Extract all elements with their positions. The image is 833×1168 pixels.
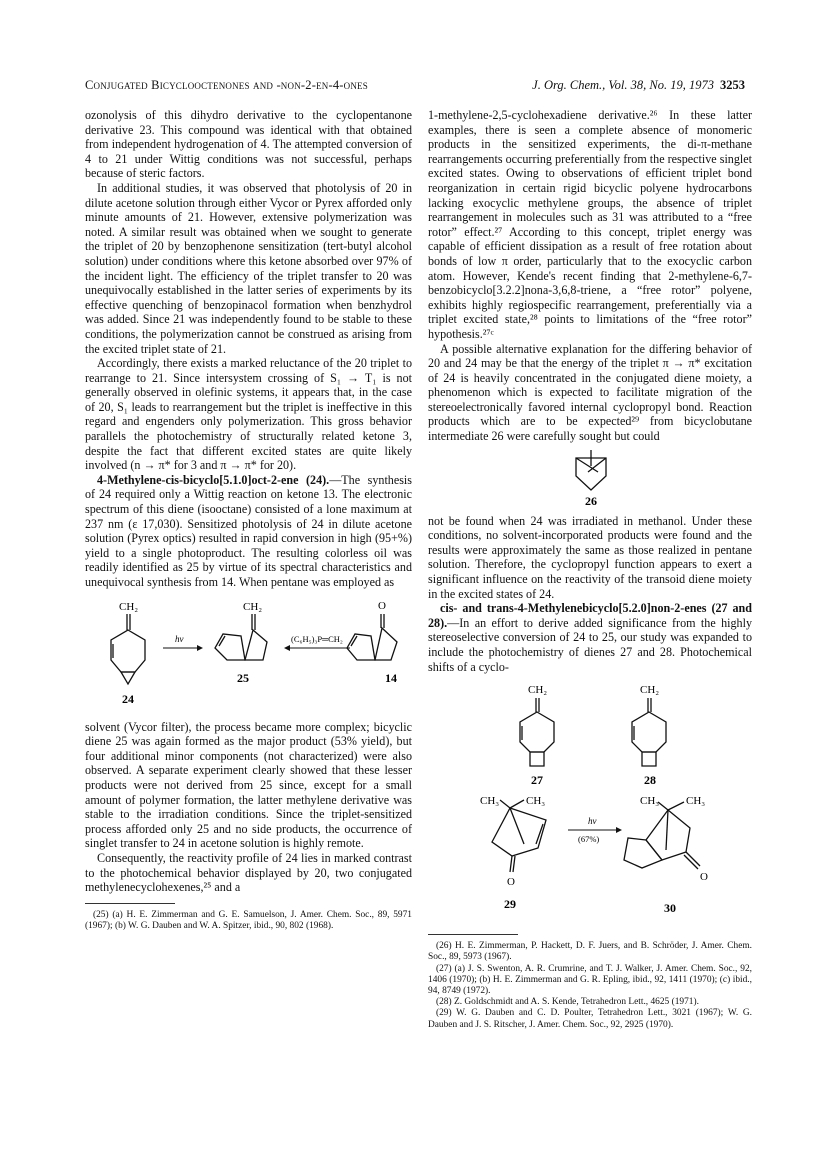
compound-label-25: 25 xyxy=(237,670,249,685)
ch3-label: CH₃ xyxy=(480,795,500,808)
paragraph: ozonolysis of this dihydro derivative to the cyclopentanone derivative 23. This compound was identical with that obtained from independent hydrogenation of 4. The attempted conversion of 4 to 21 under Wittig conditions was not successful, perhaps because of steric factors. xyxy=(85,108,412,181)
footnote-27: (27) (a) J. S. Swenton, A. R. Crumrine, and T. J. Walker, J. Amer. Chem. Soc., 92, 1406 (1970); (b) H. E. Zimmerman and G. R. Epling, ibid., 92, 1411 (1970); (c) ibid., 94, 8749 (1972). xyxy=(428,963,752,996)
section-heading: cis- and trans-4-Methylenebicyclo[5.2.0]non-2-enes (27 and 28). xyxy=(428,601,752,630)
oxygen-label: O xyxy=(700,871,708,884)
structure-26-figure xyxy=(428,450,752,508)
paragraph xyxy=(428,601,752,674)
yield-label: (67%) xyxy=(578,834,600,845)
left-column xyxy=(85,108,412,932)
oxygen-label: O xyxy=(507,876,515,889)
reaction-scheme-2 xyxy=(428,680,752,926)
structure-28 xyxy=(632,698,666,766)
compound-label-28: 28 xyxy=(644,773,656,788)
paragraph: not be found when 24 was irradiated in methanol. Under these conditions, no solvent-incorporated products were found and the results were approximately the same as those realized in pentane solution. Therefore, the cyclopropyl function appears to exert a significant influence on the reactivity of the transoid diene moiety in the excited states of 24. xyxy=(428,513,752,601)
paragraph: In additional studies, it was observed that photolysis of 20 in dilute acetone solution through either Vycor or Pyrex afforded only minute amounts of 21. However, extensive polymerization was noted. A similar result was obtained when we sought to generate the triplet of 20 by benzophenone sensitization (tert-butyl alcohol solution) under conditions where this ketone absorbed over 97% of the incident light. The efficiency of the triplet transfer to 20 was unequivocally established in the latter series of experiments by its effective quenching of benzopinacol formation when benzhydrol was added. Since 21 was independently found to be stable to these conditions, the polymerization cannot be construed as arising from the excited triplet state of 21. xyxy=(85,180,412,356)
structure-25 xyxy=(215,614,267,660)
right-column xyxy=(428,108,752,1031)
ch2-label: CH₂ xyxy=(528,684,548,697)
paragraph: solvent (Vycor filter), the process became more complex; bicyclic diene 25 was again formed as the major product (53% yield), but four additional minor components (not characterized) were also observed. A separate experiment clearly showed that these lesser products were not derived from 25 since, except for a small amount of polymer formation, the latter methylene derivative was stable to the irradiation conditions. Since the triplet-sensitized process afforded only 25 and no side products, the occurrence of singlet transfer to 24 in acetone solution is highly remote. xyxy=(85,719,412,851)
ch3-label: CH₃ xyxy=(640,795,660,808)
compound-label-26: 26 xyxy=(585,493,597,508)
section-heading: 4-Methylene-cis-bicyclo[5.1.0]oct-2-ene (24). xyxy=(97,472,330,487)
journal-name: J. Org. Chem., Vol. 38, No. 19, 1973 xyxy=(532,78,714,92)
paragraph-text: —In an effort to derive added significance from the highly stereoselective conversion of 24 to 25, our study was expanded to include the photochemistry of dienes 27 and 28. Photochemical shifts of a cyclo- xyxy=(428,615,752,674)
compound-label-29: 29 xyxy=(504,897,516,912)
structure-14 xyxy=(347,614,397,660)
structure-30 xyxy=(624,802,700,869)
ch3-label: CH₃ xyxy=(526,795,546,808)
ch2-label: CH₂ xyxy=(640,684,660,697)
compound-label-30: 30 xyxy=(664,901,676,916)
running-header xyxy=(85,78,745,96)
structure-26 xyxy=(428,450,752,508)
footnote-26: (26) H. E. Zimmerman, P. Hackett, D. F. Juers, and B. Schröder, J. Amer. Chem. Soc., 89, 5973 (1967). xyxy=(428,941,752,963)
scheme-27-28-29-30 xyxy=(428,680,752,926)
running-title: Conjugated Bicyclooctenones and -non-2-en-4-ones xyxy=(85,78,368,92)
structure-24 xyxy=(111,614,145,684)
paragraph xyxy=(85,473,412,590)
footnote-rule xyxy=(428,934,518,935)
ch2-label: CH₂ xyxy=(119,600,139,613)
hv-label: hν xyxy=(175,633,184,644)
scheme-24-to-25 xyxy=(85,596,412,714)
ch3-label: CH₃ xyxy=(686,795,706,808)
structure-29 xyxy=(492,800,546,872)
paragraph: A possible alternative explanation for the differing behavior of 20 and 24 may be that the energy of the triplet π → π* excitation of 24 is heavily concentrated in the conjugated diene moiety, a phenomenon which is expected to facilitate migration of the stereoelectronically favored internal cyclopropyl bond. Reaction products which are to be expected²⁹ from bicyclobutane intermediate 26 were carefully sought but could xyxy=(428,341,752,444)
footnote-29: (29) W. G. Dauben and C. D. Poulter, Tetrahedron Lett., 3021 (1967); W. G. Dauben and J. S. Ritscher, J. Amer. Chem. Soc., 92, 2925 (1970). xyxy=(428,1008,752,1030)
hv-label: hν xyxy=(588,816,597,827)
oxygen-label: O xyxy=(378,599,386,612)
wittig-reagent: (C₆H₅)₃P═CH₂ xyxy=(291,633,343,644)
compound-label-24: 24 xyxy=(122,691,134,706)
paragraph: 1-methylene-2,5-cyclohexadiene derivative.²⁶ In these latter examples, there is seen a complete absence of monomeric products in the sensitized experiments, the di-π-methane rearrangements occurring preferentially from the respective singlet excited states. Owing to observations of efficient triplet bond reorganization in certain rigid bicyclic polyene hydrocarbons lacking exocyclic methylene groups, the absence of triplet rearrangement in molecules such as 31 was attributed to a “free rotor” effect.²⁷ According to this concept, triplet energy was capable of efficient dissipation as a result of free rotation about bonds of low π order, particularly that to the exocyclic carbon atom. However, Kende's recent finding that 2-methylene-6,7-benzobicyclo[3.2.2]nona-3,6,8-triene, a “free rotor” polyene, exhibits highly regiospecific rearrangement, preferentially via a triplet excited state,²⁸ points to limitations of the “free rotor” hypothesis.²⁷ᶜ xyxy=(428,108,752,341)
compound-label-27: 27 xyxy=(531,773,543,788)
journal-citation xyxy=(532,78,745,93)
paragraph-text: —The synthesis of 24 required only a Wittig reaction on ketone 13. The electronic spectrum of this diene (isooctane) consisted of a lone maximum at 237 nm (ε 17,030). Sensitized photolysis of 24 in dilute acetone solution (Pyrex optics) resulted in rapid conversion in high (95+%) yield to a single photoproduct. The resulting colorless oil was readily identified as 25 by virtue of its spectral characteristics and unequivocal synthesis from 14. When pentane was employed as xyxy=(85,472,412,589)
footnote-28: (28) Z. Goldschmidt and A. S. Kende, Tetrahedron Lett., 4625 (1971). xyxy=(436,997,699,1008)
ch2-label: CH₂ xyxy=(243,600,263,613)
reaction-scheme-1 xyxy=(85,596,412,714)
footnote-25: (25) (a) H. E. Zimmerman and G. E. Samuelson, J. Amer. Chem. Soc., 89, 5971 (1967); (b) W. G. Dauben and W. A. Spitzer, ibid., 90, 802 (1968). xyxy=(85,909,412,931)
paragraph: Accordingly, there exists a marked reluctance of the 20 triplet to rearrange to 21. Since intersystem crossing of S₁ → T₁ is not generally observed in olefinic systems, it appears that, in the case of 20, S₁ leads to rearrangement but the triplet is ineffective in this regard and engenders only polymerization. This gross behavior parallels the photochemistry of structurally related ketone 3, despite the fact that different excited states are quite likely involved (n → π* for 3 and π → π* for 20). xyxy=(85,356,412,473)
paragraph: Consequently, the reactivity profile of 24 lies in marked contrast to the photochemical behavior displayed by 20, two conjugated methylenecyclohexenes,²⁵ and a xyxy=(85,850,412,895)
structure-27 xyxy=(520,698,554,766)
footnote-rule xyxy=(85,903,175,904)
compound-label-14: 14 xyxy=(385,670,397,685)
page-number: 3253 xyxy=(720,78,745,92)
